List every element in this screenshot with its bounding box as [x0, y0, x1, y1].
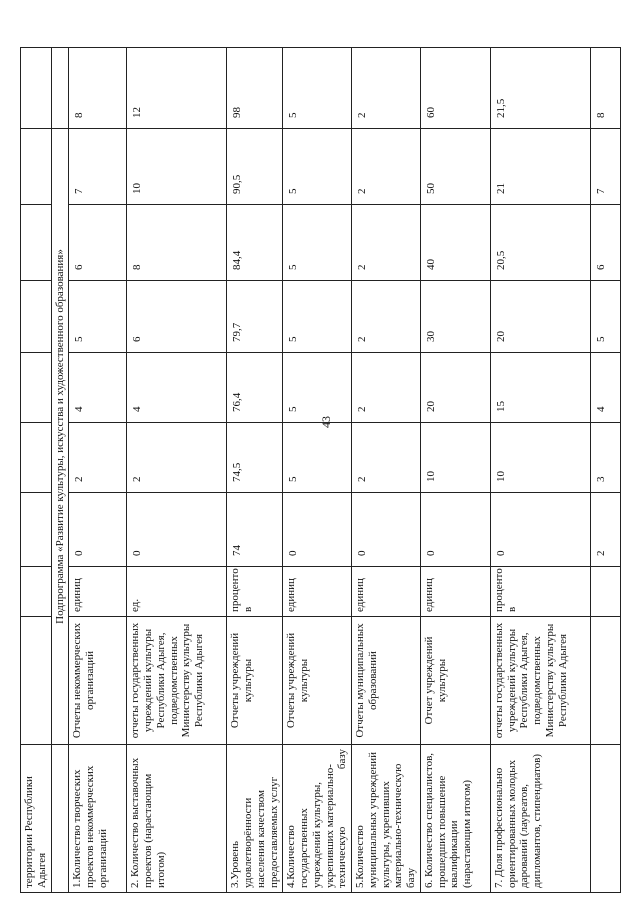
- table-row: [227, 48, 283, 893]
- value-cell: 20: [490, 281, 590, 353]
- column-number: 4: [590, 353, 620, 423]
- subprogram-row: [51, 48, 69, 893]
- value-cell: 5: [283, 48, 352, 129]
- column-number: 5: [590, 281, 620, 353]
- empty-header-cell: [21, 353, 52, 423]
- value-cell: 7: [69, 129, 127, 205]
- value-cell: 40: [420, 205, 490, 281]
- unit-cell: единиц: [283, 567, 352, 617]
- empty-cell: [590, 617, 620, 745]
- table-row: [69, 48, 127, 893]
- column-number: 3: [590, 423, 620, 493]
- value-cell: 84,4: [227, 205, 283, 281]
- value-cell: 0: [352, 493, 421, 567]
- unit-cell: единиц: [69, 567, 127, 617]
- empty-cell: [590, 745, 620, 893]
- table-row: [352, 48, 421, 893]
- indicator-cell: 6. Количество специалистов, прошедших повышение квалификации (нарастающим итогом): [420, 745, 490, 893]
- page-number: 43: [319, 416, 333, 428]
- indicator-cell: 2. Количество выставочных проектов (нарастающим итогом): [127, 745, 227, 893]
- unit-cell: единиц: [420, 567, 490, 617]
- value-cell: 2: [352, 48, 421, 129]
- value-cell: 0: [69, 493, 127, 567]
- unit-cell: единиц: [352, 567, 421, 617]
- empty-header-cell: [21, 423, 52, 493]
- source-cell: Отчеты некоммерческих организаций: [69, 617, 127, 745]
- value-cell: 10: [420, 423, 490, 493]
- subprogram-title: Подпрограмма «Развитие культуры, искусства и художественного образования»: [51, 129, 69, 745]
- empty-cell: [51, 48, 69, 129]
- column-number: 7: [590, 129, 620, 205]
- empty-header-cell: [21, 281, 52, 353]
- value-cell: 76,4: [227, 353, 283, 423]
- unit-cell: проценто в: [490, 567, 590, 617]
- source-cell: отчеты государственных учреждений культуры Республики Адыгея, подведомственных Министерству культуры Республики Адыгея: [127, 617, 227, 745]
- value-cell: 10: [490, 423, 590, 493]
- column-number: 2: [590, 493, 620, 567]
- value-cell: 5: [69, 281, 127, 353]
- value-cell: 4: [127, 353, 227, 423]
- value-cell: 6: [127, 281, 227, 353]
- value-cell: 2: [352, 353, 421, 423]
- column-number-row: [590, 48, 620, 893]
- indicator-cell: 4.Количество государственных учреждений культуры, укрепивших материально-техническую базу: [283, 745, 352, 893]
- table-row: [490, 48, 590, 893]
- empty-cell: [51, 745, 69, 893]
- indicator-cell: 5.Количество муниципальных учреждений культуры, укрепивших материально-техническую базу: [352, 745, 421, 893]
- value-cell: 30: [420, 281, 490, 353]
- indicators-table: [20, 48, 607, 893]
- value-cell: 2: [352, 281, 421, 353]
- value-cell: 4: [69, 353, 127, 423]
- table-row: [283, 48, 352, 893]
- value-cell: 5: [283, 423, 352, 493]
- source-cell: Отчеты учреждений культуры: [283, 617, 352, 745]
- empty-header-cell: [21, 48, 52, 129]
- value-cell: 21: [490, 129, 590, 205]
- unit-cell: ед.: [127, 567, 227, 617]
- value-cell: 2: [352, 129, 421, 205]
- value-cell: 20,5: [490, 205, 590, 281]
- value-cell: 2: [352, 205, 421, 281]
- value-cell: 79,7: [227, 281, 283, 353]
- value-cell: 5: [283, 281, 352, 353]
- table-row: [127, 48, 227, 893]
- column-number: 8: [590, 48, 620, 129]
- value-cell: 8: [69, 48, 127, 129]
- empty-header-cell: [21, 205, 52, 281]
- empty-header-cell: [21, 567, 52, 617]
- value-cell: 5: [283, 205, 352, 281]
- value-cell: 2: [352, 423, 421, 493]
- value-cell: 50: [420, 129, 490, 205]
- header-row: [21, 48, 52, 893]
- table-row: [420, 48, 490, 893]
- source-cell: Отчеты учреждений культуры: [227, 617, 283, 745]
- column-number: 6: [590, 205, 620, 281]
- source-cell: отчеты государственных учреждений культуры Республики Адыгея, подведомственных Министерству культуры Республики Адыгея: [490, 617, 590, 745]
- value-cell: 15: [490, 353, 590, 423]
- value-cell: 60: [420, 48, 490, 129]
- value-cell: 0: [420, 493, 490, 567]
- value-cell: 10: [127, 129, 227, 205]
- value-cell: 12: [127, 48, 227, 129]
- value-cell: 21,5: [490, 48, 590, 129]
- empty-header-cell: [21, 493, 52, 567]
- territory-cell: территории Республики Адыгея: [21, 745, 52, 893]
- indicator-cell: 3.Уровень удовлетворённости населения качеством предоставляемых услуг: [227, 745, 283, 893]
- value-cell: 0: [127, 493, 227, 567]
- source-cell: Отчеты муниципальных образований: [352, 617, 421, 745]
- value-cell: 5: [283, 129, 352, 205]
- empty-cell: [590, 567, 620, 617]
- value-cell: 74: [227, 493, 283, 567]
- unit-cell: проценто в: [227, 567, 283, 617]
- indicator-cell: 7. Доля профессионально ориентированных молодых дарований (лауреатов, дипломантов, стипендиатов): [490, 745, 590, 893]
- value-cell: 2: [69, 423, 127, 493]
- value-cell: 2: [127, 423, 227, 493]
- value-cell: 6: [69, 205, 127, 281]
- value-cell: 8: [127, 205, 227, 281]
- value-cell: 74,5: [227, 423, 283, 493]
- value-cell: 0: [283, 493, 352, 567]
- empty-header-cell: [21, 129, 52, 205]
- value-cell: 0: [490, 493, 590, 567]
- value-cell: 20: [420, 353, 490, 423]
- value-cell: 90,5: [227, 129, 283, 205]
- source-cell: Отчет учреждений культуры: [420, 617, 490, 745]
- value-cell: 98: [227, 48, 283, 129]
- indicator-cell: 1.Количество творческих проектов некоммерческих организаций: [69, 745, 127, 893]
- value-cell: 5: [283, 353, 352, 423]
- empty-header-cell: [21, 617, 52, 745]
